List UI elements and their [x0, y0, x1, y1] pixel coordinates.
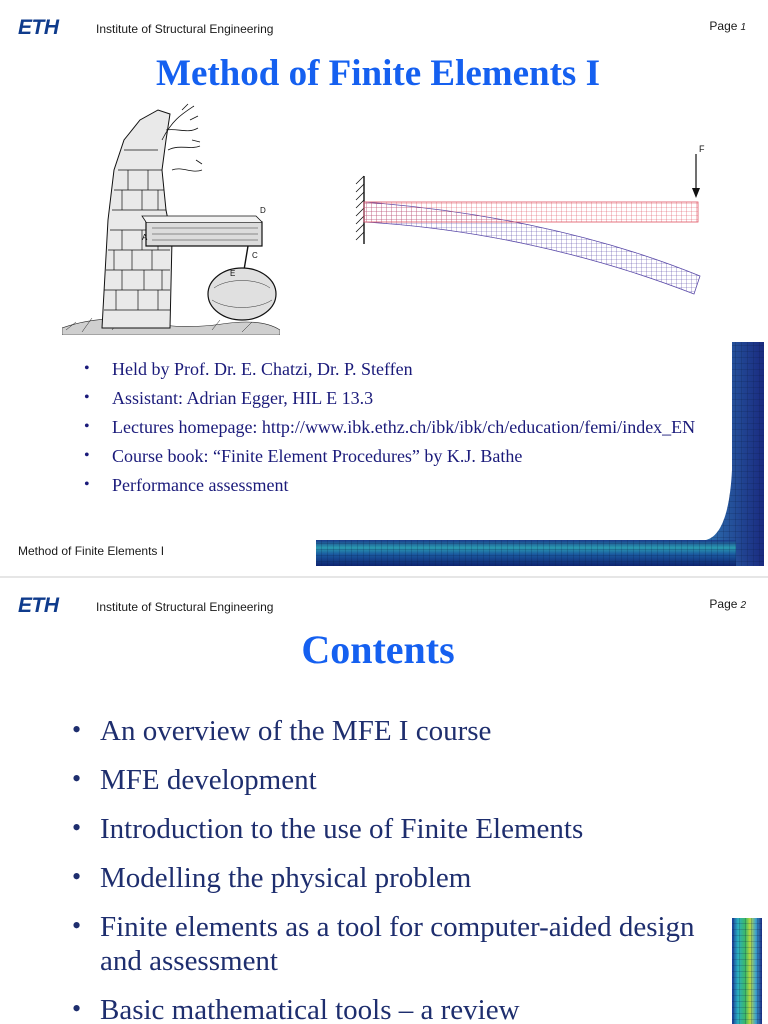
list-item — [72, 812, 722, 846]
slide-title: Method of Finite Elements I — [156, 53, 600, 94]
contents-list — [72, 714, 722, 1024]
cantilever-woodcut-illustration — [62, 100, 280, 335]
bullet-glyph: • — [72, 764, 82, 793]
list-item — [84, 445, 704, 467]
list-item — [84, 474, 704, 496]
page-number — [709, 597, 746, 611]
list-item — [72, 861, 722, 895]
bullet-glyph: • — [84, 389, 90, 406]
bullet-text: Held by Prof. Dr. E. Chatzi, Dr. P. Steffen — [112, 359, 413, 379]
bullet-glyph: • — [72, 813, 82, 842]
bullet-text: Finite elements as a tool for computer-aided design and assessment — [100, 911, 695, 977]
bullet-text: Basic mathematical tools – a review — [100, 994, 520, 1024]
list-item — [72, 993, 722, 1024]
list-item — [72, 910, 722, 978]
page-label: Page — [709, 597, 738, 611]
bullet-glyph: • — [84, 360, 90, 377]
bullet-glyph: • — [84, 476, 90, 493]
bullet-text: Modelling the physical problem — [100, 862, 472, 894]
course-info-list — [84, 358, 704, 503]
institute-name: Institute of Structural Engineering — [96, 600, 274, 614]
bullet-text: An overview of the MFE I course — [100, 715, 492, 747]
eth-logo: ETH — [18, 16, 59, 39]
list-item — [84, 358, 704, 380]
list-item — [84, 416, 704, 438]
bullet-glyph: • — [72, 994, 82, 1023]
page-number-value: 1 — [740, 22, 746, 33]
woodcut-label-c: C — [252, 251, 258, 260]
page-number — [709, 19, 746, 33]
bullet-text: Lectures homepage: http://www.ibk.ethz.ch/ibk/ibk/ch/education/femi/index_EN — [112, 417, 696, 437]
slide-2 — [0, 578, 768, 1024]
bullet-glyph: • — [72, 862, 82, 891]
page-label: Page — [709, 19, 738, 33]
page-number-value: 2 — [740, 600, 746, 611]
list-item — [84, 387, 704, 409]
slide-footer: Method of Finite Elements I — [18, 544, 165, 558]
list-item — [72, 763, 722, 797]
woodcut-label-d: D — [260, 206, 266, 215]
bullet-glyph: • — [84, 447, 90, 464]
force-label: F — [699, 144, 705, 154]
fe-contour-plot-partial — [728, 918, 768, 1024]
bullet-text: Course book: “Finite Element Procedures” by K.J. Bathe — [112, 446, 523, 466]
bullet-glyph: • — [84, 418, 90, 435]
woodcut-label-a: A — [142, 233, 148, 242]
cantilever-fe-mesh-figure — [352, 140, 712, 300]
bullet-text: Introduction to the use of Finite Elements — [100, 813, 584, 845]
eth-logo: ETH — [18, 594, 59, 617]
institute-name: Institute of Structural Engineering — [96, 22, 274, 36]
woodcut-label-e: E — [230, 269, 236, 278]
bullet-glyph: • — [72, 715, 82, 744]
slide-title: Contents — [301, 627, 455, 672]
bullet-glyph: • — [72, 911, 82, 940]
bullet-text: Assistant: Adrian Egger, HIL E 13.3 — [112, 388, 374, 408]
bullet-text: Performance assessment — [112, 475, 289, 495]
bullet-text: MFE development — [100, 764, 317, 796]
list-item — [72, 714, 722, 748]
